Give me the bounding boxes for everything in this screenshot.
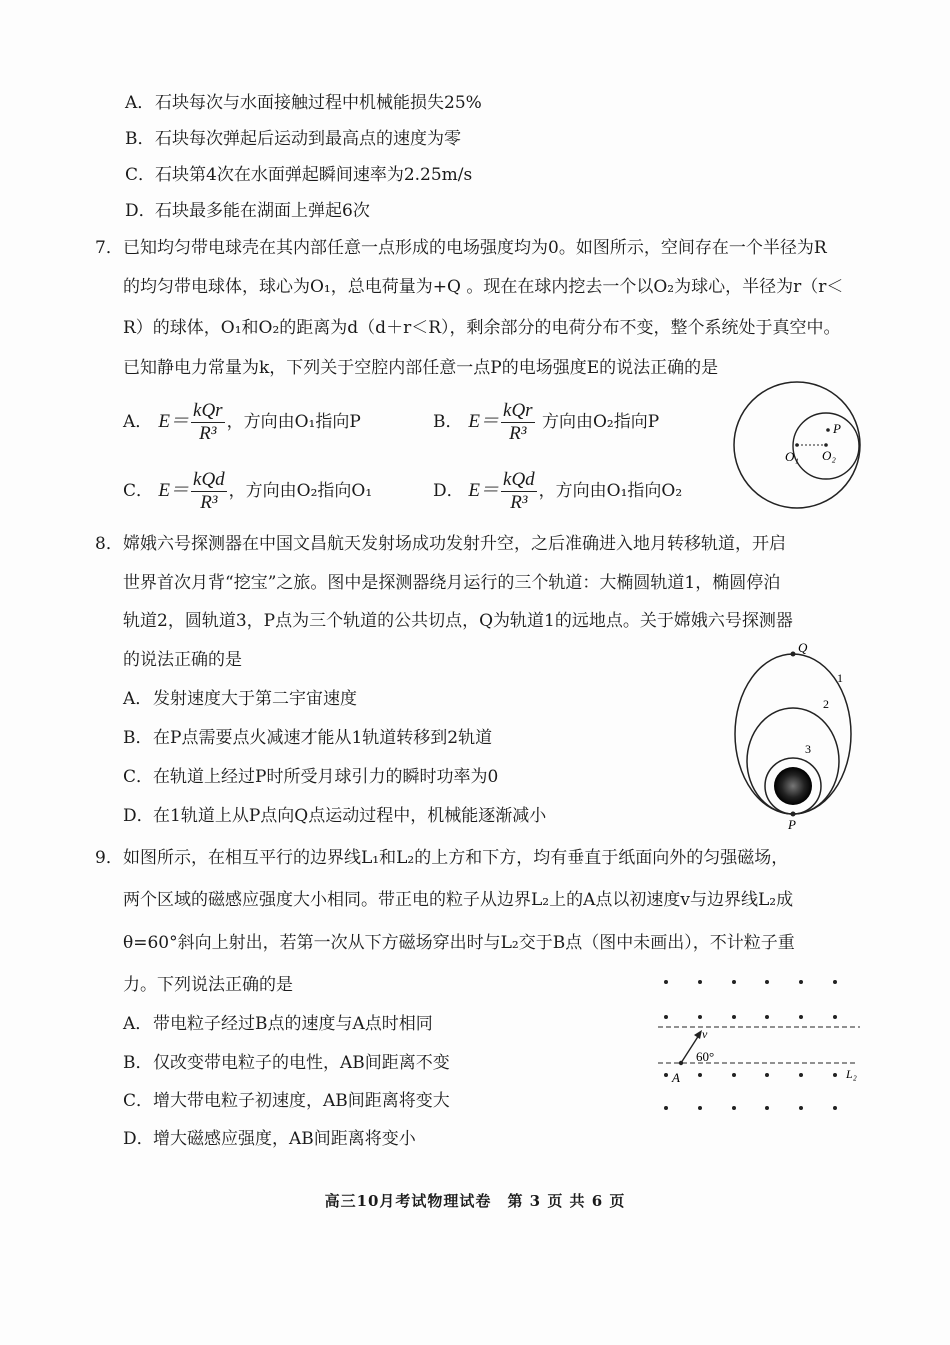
- l2-label: L₂: [846, 1067, 857, 1081]
- o1-label: O₁: [785, 449, 799, 464]
- q9-option-a: [123, 1013, 433, 1035]
- option-label: B．: [123, 1053, 153, 1073]
- q-point: [791, 652, 796, 657]
- q8-stem-line-4: 的说法正确的是: [123, 650, 242, 670]
- q7-option-b: [433, 396, 659, 448]
- denominator: R³: [199, 423, 217, 444]
- stem-text: 已知均匀带电球壳在其内部任意一点形成的电场强度均为0。如图所示，空间存在一个半径为R: [123, 238, 827, 258]
- option-label: C．: [123, 481, 154, 501]
- q8-orbit-figure: [725, 640, 865, 835]
- fraction: [191, 469, 227, 514]
- option-text: 石块第4次在水面弹起瞬间速率为2.25m/s: [155, 165, 473, 185]
- orbit-2-label: 2: [823, 697, 829, 711]
- upper-field-dots: [664, 980, 837, 1019]
- numerator: kQd: [503, 469, 535, 490]
- option-text: 在轨道上经过P时所受月球引力的瞬时功率为0: [153, 767, 499, 787]
- option-text: 在1轨道上从P点向Q点运动过程中，机械能逐渐减小: [153, 806, 547, 826]
- page-footer: 高三10月考试物理试卷 第 3 页 共 6 页: [324, 1192, 626, 1210]
- question-number: 9．: [95, 848, 123, 868]
- option-text: 石块每次弹起后运动到最高点的速度为零: [155, 129, 461, 149]
- formula-lhs: E＝: [468, 411, 500, 432]
- q9-stem-line-3: θ=60°斜向上射出，若第一次从下方磁场穿出时与L₂交于B点（图中未画出），不计粒子重: [123, 933, 795, 953]
- option-text: 仅改变带电粒子的电性，AB间距离不变: [153, 1053, 450, 1073]
- option-label: D．: [433, 481, 464, 501]
- q9-stem-line-4: 力。下列说法正确的是: [123, 975, 293, 995]
- p-point: [826, 428, 830, 432]
- direction-text: 方向由O₂指向P: [541, 412, 660, 432]
- q8-option-d: [123, 805, 546, 827]
- q9-stem-line-2: 两个区域的磁感应强度大小相同。带正电的粒子从边界L₂上的A点以初速度v与边界线L₂成: [123, 890, 794, 910]
- q6-option-d: [125, 200, 370, 222]
- option-label: B．: [433, 412, 463, 432]
- option-label: D．: [125, 201, 156, 221]
- option-text: 增大带电粒子初速度，AB间距离将变大: [153, 1091, 450, 1111]
- q7-stem-line-2: 的均匀带电球体，球心为O₁，总电荷量为+Q 。现在在球内挖去一个以O₂为球心，半径为r（r＜: [123, 277, 844, 297]
- option-text: 石块最多能在湖面上弹起6次: [155, 201, 370, 221]
- orbit-1-label: 1: [837, 671, 843, 685]
- option-label: C．: [123, 1091, 154, 1111]
- option-label: D．: [123, 806, 154, 826]
- denominator: R³: [510, 492, 528, 513]
- stem-text: 如图所示，在相互平行的边界线L₁和L₂的上方和下方，均有垂直于纸面向外的匀强磁场，: [123, 848, 789, 868]
- q7-option-a: [123, 396, 361, 448]
- q7-option-d: [433, 465, 682, 517]
- q8-stem-line-1: [95, 533, 786, 555]
- fraction: [191, 400, 225, 445]
- option-label: B．: [125, 129, 155, 149]
- o1-point: [795, 443, 799, 447]
- moon: [774, 767, 812, 805]
- p-label: P: [833, 421, 841, 436]
- q9-option-d: [123, 1128, 416, 1150]
- option-label: A．: [123, 412, 153, 432]
- q6-option-b: [125, 128, 461, 150]
- q8-stem-line-3: 轨道2，圆轨道3，P点为三个轨道的公共切点，Q为轨道1的远地点。关于嫦娥六号探测器: [123, 611, 793, 631]
- formula-lhs: E＝: [468, 480, 500, 501]
- q9-field-figure: [650, 970, 870, 1120]
- formula-lhs: E＝: [158, 480, 190, 501]
- q7-stem-line-4: 已知静电力常量为k，下列关于空腔内部任意一点P的电场强度E的说法正确的是: [123, 358, 719, 378]
- option-text: 在P点需要点火减速才能从1轨道转移到2轨道: [153, 728, 493, 748]
- numerator: kQd: [193, 469, 225, 490]
- o2-point: [824, 443, 828, 447]
- option-text: 增大磁感应强度，AB间距离将变小: [153, 1129, 416, 1149]
- numerator: kQr: [193, 400, 223, 421]
- o2-label: O₂: [822, 448, 836, 463]
- question-number: 7．: [95, 238, 123, 258]
- question-number: 8．: [95, 534, 123, 554]
- q6-option-c: [125, 164, 472, 186]
- orbit-3-label: 3: [805, 742, 811, 756]
- denominator: R³: [200, 492, 218, 513]
- p-label: P: [788, 817, 796, 832]
- fraction: [501, 469, 537, 514]
- q7-stem-line-1: [95, 237, 827, 259]
- numerator: kQr: [503, 400, 533, 421]
- option-label: A．: [123, 689, 153, 709]
- point-a: [679, 1061, 683, 1065]
- q9-option-c: [123, 1090, 450, 1112]
- direction-text: ，方向由O₁指向P: [226, 412, 361, 432]
- option-label: C．: [123, 767, 154, 787]
- q8-option-b: [123, 727, 492, 749]
- q9-option-b: [123, 1052, 450, 1074]
- v-label: v: [702, 1027, 708, 1041]
- q9-stem-line-1: [95, 847, 788, 869]
- arrow-head: [694, 1030, 702, 1039]
- q7-stem-line-3: R）的球体，O₁和O₂的距离为d（d＋r＜R），剩余部分的电荷分布不变，整个系统处于真空中。: [123, 318, 841, 338]
- q8-option-a: [123, 688, 357, 710]
- option-text: 带电粒子经过B点的速度与A点时相同: [153, 1014, 433, 1034]
- option-label: C．: [125, 165, 156, 185]
- a-label: A: [672, 1070, 680, 1085]
- q7-sphere-figure: [722, 378, 872, 513]
- q8-option-c: [123, 766, 498, 788]
- option-text: 石块每次与水面接触过程中机械能损失25%: [155, 93, 482, 113]
- option-text: 发射速度大于第二宇宙速度: [153, 689, 357, 709]
- option-label: B．: [123, 728, 153, 748]
- option-label: D．: [123, 1129, 154, 1149]
- lower-field-dots: [664, 1073, 837, 1110]
- direction-text: ，方向由O₁指向O₂: [538, 481, 683, 501]
- option-label: A．: [125, 93, 155, 113]
- option-label: A．: [123, 1014, 153, 1034]
- q8-stem-line-2: 世界首次月背“挖宝”之旅。图中是探测器绕月运行的三个轨道：大椭圆轨道1，椭圆停泊: [123, 573, 781, 593]
- formula-lhs: E＝: [158, 411, 190, 432]
- stem-text: 嫦娥六号探测器在中国文昌航天发射场成功发射升空，之后准确进入地月转移轨道，开启: [123, 534, 786, 554]
- q7-option-c: [123, 465, 372, 517]
- direction-text: ，方向由O₂指向O₁: [228, 481, 373, 501]
- fraction: [501, 400, 535, 445]
- q-label: Q: [798, 640, 808, 655]
- p-point: [791, 812, 796, 817]
- angle-label: 60°: [696, 1049, 715, 1064]
- denominator: R³: [509, 423, 527, 444]
- q6-option-a: [125, 92, 482, 114]
